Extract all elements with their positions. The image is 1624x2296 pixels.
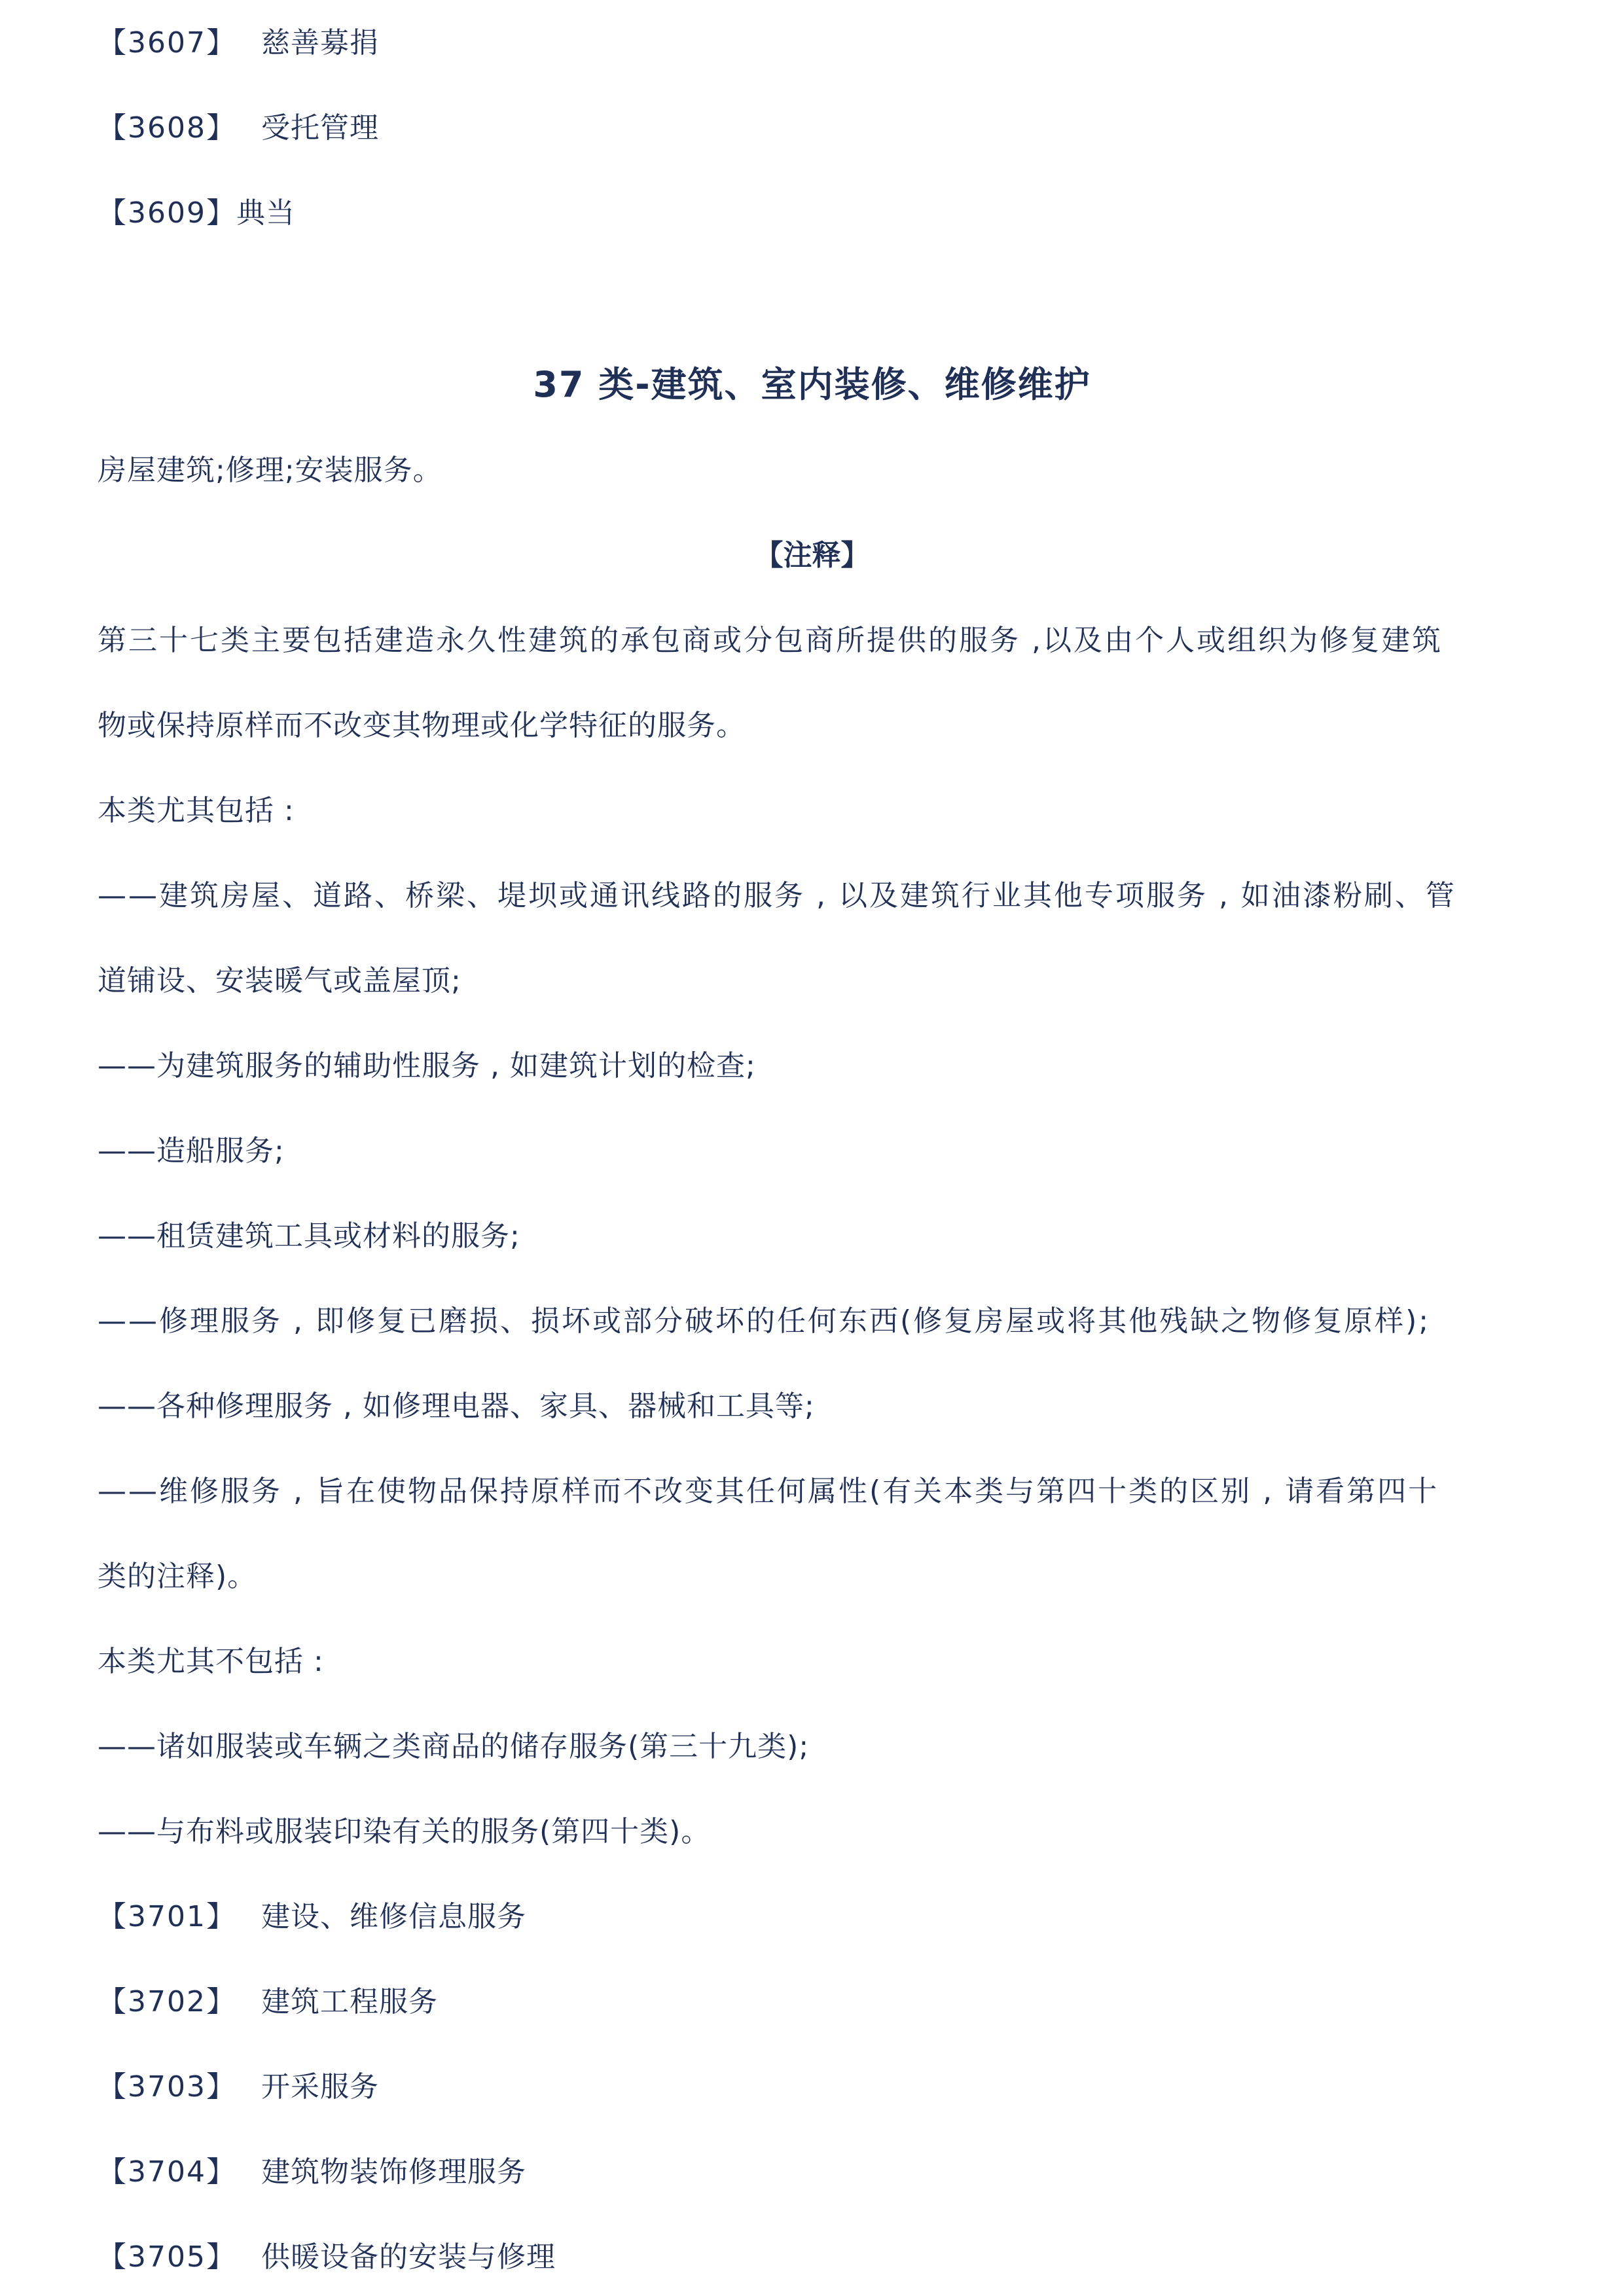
item-code: 【3607】	[98, 26, 236, 60]
item-label: 建筑物装饰修理服务	[261, 2155, 526, 2189]
note-paragraph: 第三十七类主要包括建造永久性建筑的承包商或分包商所提供的服务 ,以及由个人或组织为修复建筑	[98, 624, 1443, 657]
section-summary: 房屋建筑;修理;安装服务。	[98, 454, 442, 487]
note-paragraph: 类的注释)。	[98, 1560, 257, 1593]
note-paragraph: ——租赁建筑工具或材料的服务;	[98, 1219, 520, 1253]
list-item-3609	[98, 194, 295, 233]
item-code: 【3702】	[98, 1985, 236, 2018]
item-code: 【3609】	[98, 196, 236, 230]
note-paragraph: ——维修服务 , 旨在使物品保持原样而不改变其任何属性(有关本类与第四十类的区别 , 请看第四十	[98, 1475, 1439, 1508]
note-paragraph: ——诸如服装或车辆之类商品的储存服务(第三十九类);	[98, 1730, 810, 1763]
list-item-3703	[98, 2068, 379, 2107]
note-paragraph: 本类尤其不包括 :	[98, 1645, 324, 1678]
note-paragraph: 道铺设、安装暖气或盖屋顶;	[98, 964, 461, 997]
item-label: 建设、维修信息服务	[261, 1900, 526, 1933]
item-code: 【3705】	[98, 2240, 236, 2274]
item-label: 慈善募捐	[261, 26, 379, 60]
item-label: 开采服务	[261, 2070, 379, 2104]
item-code: 【3704】	[98, 2155, 236, 2189]
list-item-3701	[98, 1897, 526, 1937]
note-paragraph: ——建筑房屋、道路、桥梁、堤坝或通讯线路的服务 , 以及建筑行业其他专项服务 , 如油漆粉刷、管	[98, 879, 1456, 912]
note-paragraph: ——与布料或服装印染有关的服务(第四十类)。	[98, 1815, 711, 1848]
section-title: 37 类-建筑、室内装修、维修维护	[533, 364, 1091, 405]
note-paragraph: ——各种修理服务 , 如修理电器、家具、器械和工具等;	[98, 1390, 815, 1423]
item-code: 【3608】	[98, 111, 236, 145]
list-item-3705	[98, 2238, 556, 2277]
list-item-3702	[98, 1982, 438, 2022]
list-item-3608	[98, 109, 379, 148]
item-code: 【3701】	[98, 1900, 236, 1933]
note-paragraph: 物或保持原样而不改变其物理或化学特征的服务。	[98, 709, 746, 742]
item-label: 典当	[236, 196, 295, 230]
item-label: 受托管理	[261, 111, 379, 145]
note-paragraph: ——修理服务 , 即修复已磨损、损坏或部分破坏的任何东西(修复房屋或将其他残缺之物修复原样);	[98, 1304, 1431, 1338]
note-paragraph: ——造船服务;	[98, 1134, 285, 1168]
note-heading: 【注释】	[754, 539, 870, 572]
list-item-3607	[98, 24, 379, 63]
note-paragraph: 本类尤其包括 :	[98, 794, 295, 827]
list-item-3704	[98, 2153, 526, 2192]
item-label: 供暖设备的安装与修理	[261, 2240, 556, 2274]
note-paragraph: ——为建筑服务的辅助性服务 , 如建筑计划的检查;	[98, 1049, 756, 1083]
item-code: 【3703】	[98, 2070, 236, 2104]
item-label: 建筑工程服务	[261, 1985, 438, 2018]
